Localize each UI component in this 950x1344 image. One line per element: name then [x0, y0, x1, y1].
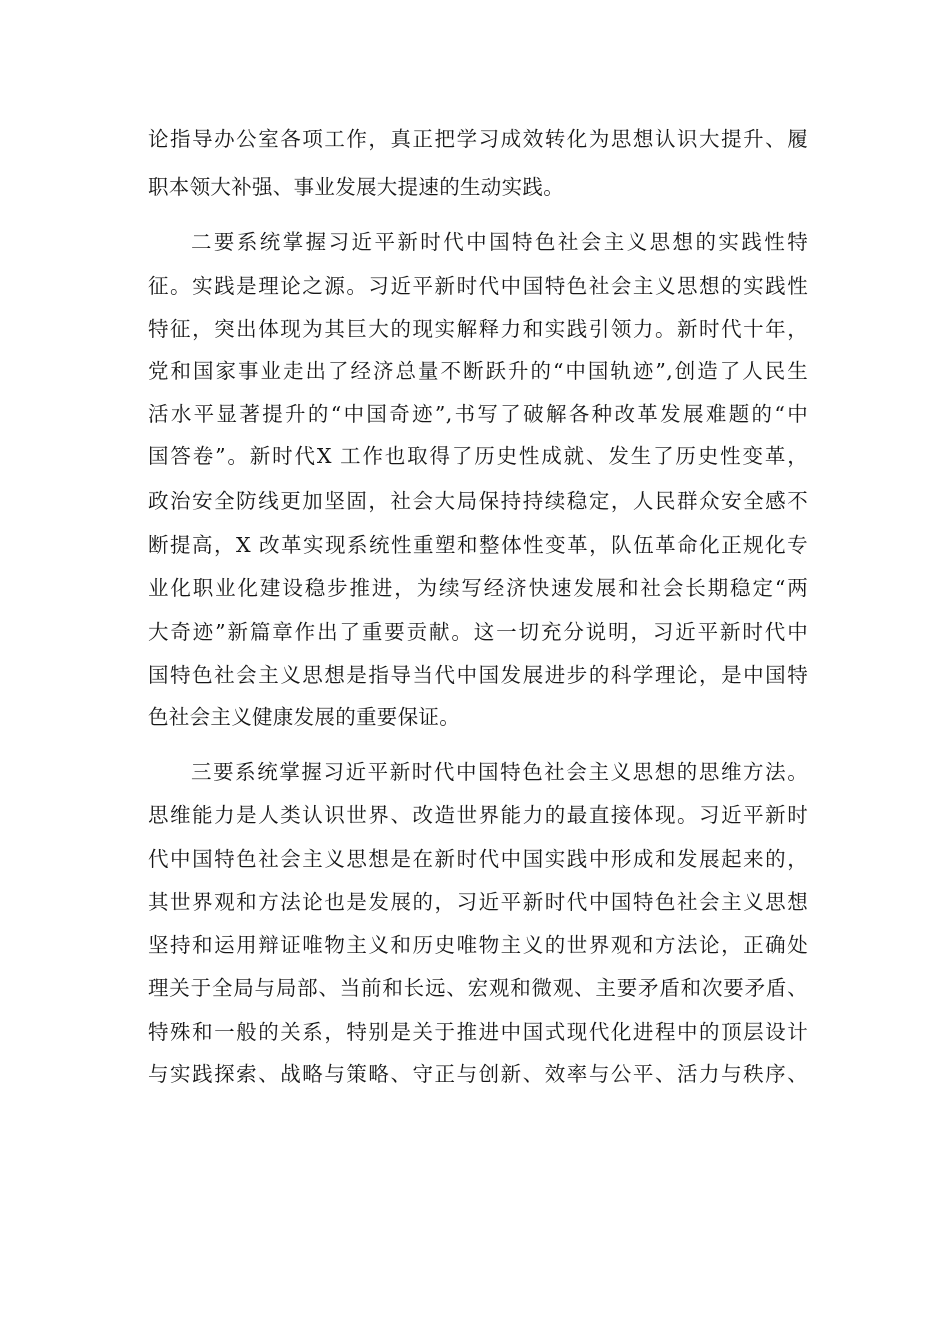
- text-line: 与实践探索、战略与策略、守正与创新、效率与公平、活力与秩序、: [148, 1062, 808, 1086]
- text-line: 征。实践是理论之源。习近平新时代中国特色社会主义思想的实践性: [148, 274, 808, 298]
- text-line: 代中国特色社会主义思想是在新时代中国实践中形成和发展起来的，: [148, 847, 808, 871]
- text-line: 政治安全防线更加坚固，社会大局保持持续稳定，人民群众安全感不: [148, 489, 808, 513]
- text-line: 特征，突出体现为其巨大的现实解释力和实践引领力。新时代十年，: [148, 317, 808, 341]
- text-line: 活水平显著提升的“中国奇迹”,书写了破解各种改革发展难题的“中: [148, 402, 808, 426]
- text-line: 其世界观和方法论也是发展的，习近平新时代中国特色社会主义思想: [148, 890, 808, 914]
- text-line: 思维能力是人类认识世界、改造世界能力的最直接体现。习近平新时: [148, 803, 808, 827]
- text-line: 坚持和运用辩证唯物主义和历史唯物主义的世界观和方法论，正确处: [148, 933, 808, 957]
- text-line: 职本领大补强、事业发展大提速的生动实践。: [148, 175, 564, 199]
- text-line: 国特色社会主义思想是指导当代中国发展进步的科学理论，是中国特: [148, 663, 808, 687]
- text-line: 大奇迹”新篇章作出了重要贡献。这一切充分说明，习近平新时代中: [148, 620, 808, 644]
- text-line: 党和国家事业走出了经济总量不断跃升的“中国轨迹”,创造了人民生: [148, 359, 808, 383]
- text-line: 特殊和一般的关系，特别是关于推进中国式现代化进程中的顶层设计: [148, 1020, 808, 1044]
- paragraph-3-first-line: 三要系统掌握习近平新时代中国特色社会主义思想的思维方法。: [191, 760, 808, 784]
- text-line: 色社会主义健康发展的重要保证。: [148, 705, 460, 729]
- text-line: 业化职业化建设稳步推进，为续写经济快速发展和社会长期稳定“两: [148, 576, 808, 600]
- text-line: 断提高，X 改革实现系统性重塑和整体性变革，队伍革命化正规化专: [148, 533, 808, 557]
- text-line: 理关于全局与局部、当前和长远、宏观和微观、主要矛盾和次要矛盾、: [148, 976, 808, 1000]
- paragraph-2-first-line: 二要系统掌握习近平新时代中国特色社会主义思想的实践性特: [191, 230, 808, 254]
- text-line: 国答卷”。新时代X 工作也取得了历史性成就、发生了历史性变革，: [148, 444, 808, 468]
- text-line: 论指导办公室各项工作，真正把学习成效转化为思想认识大提升、履: [148, 127, 808, 151]
